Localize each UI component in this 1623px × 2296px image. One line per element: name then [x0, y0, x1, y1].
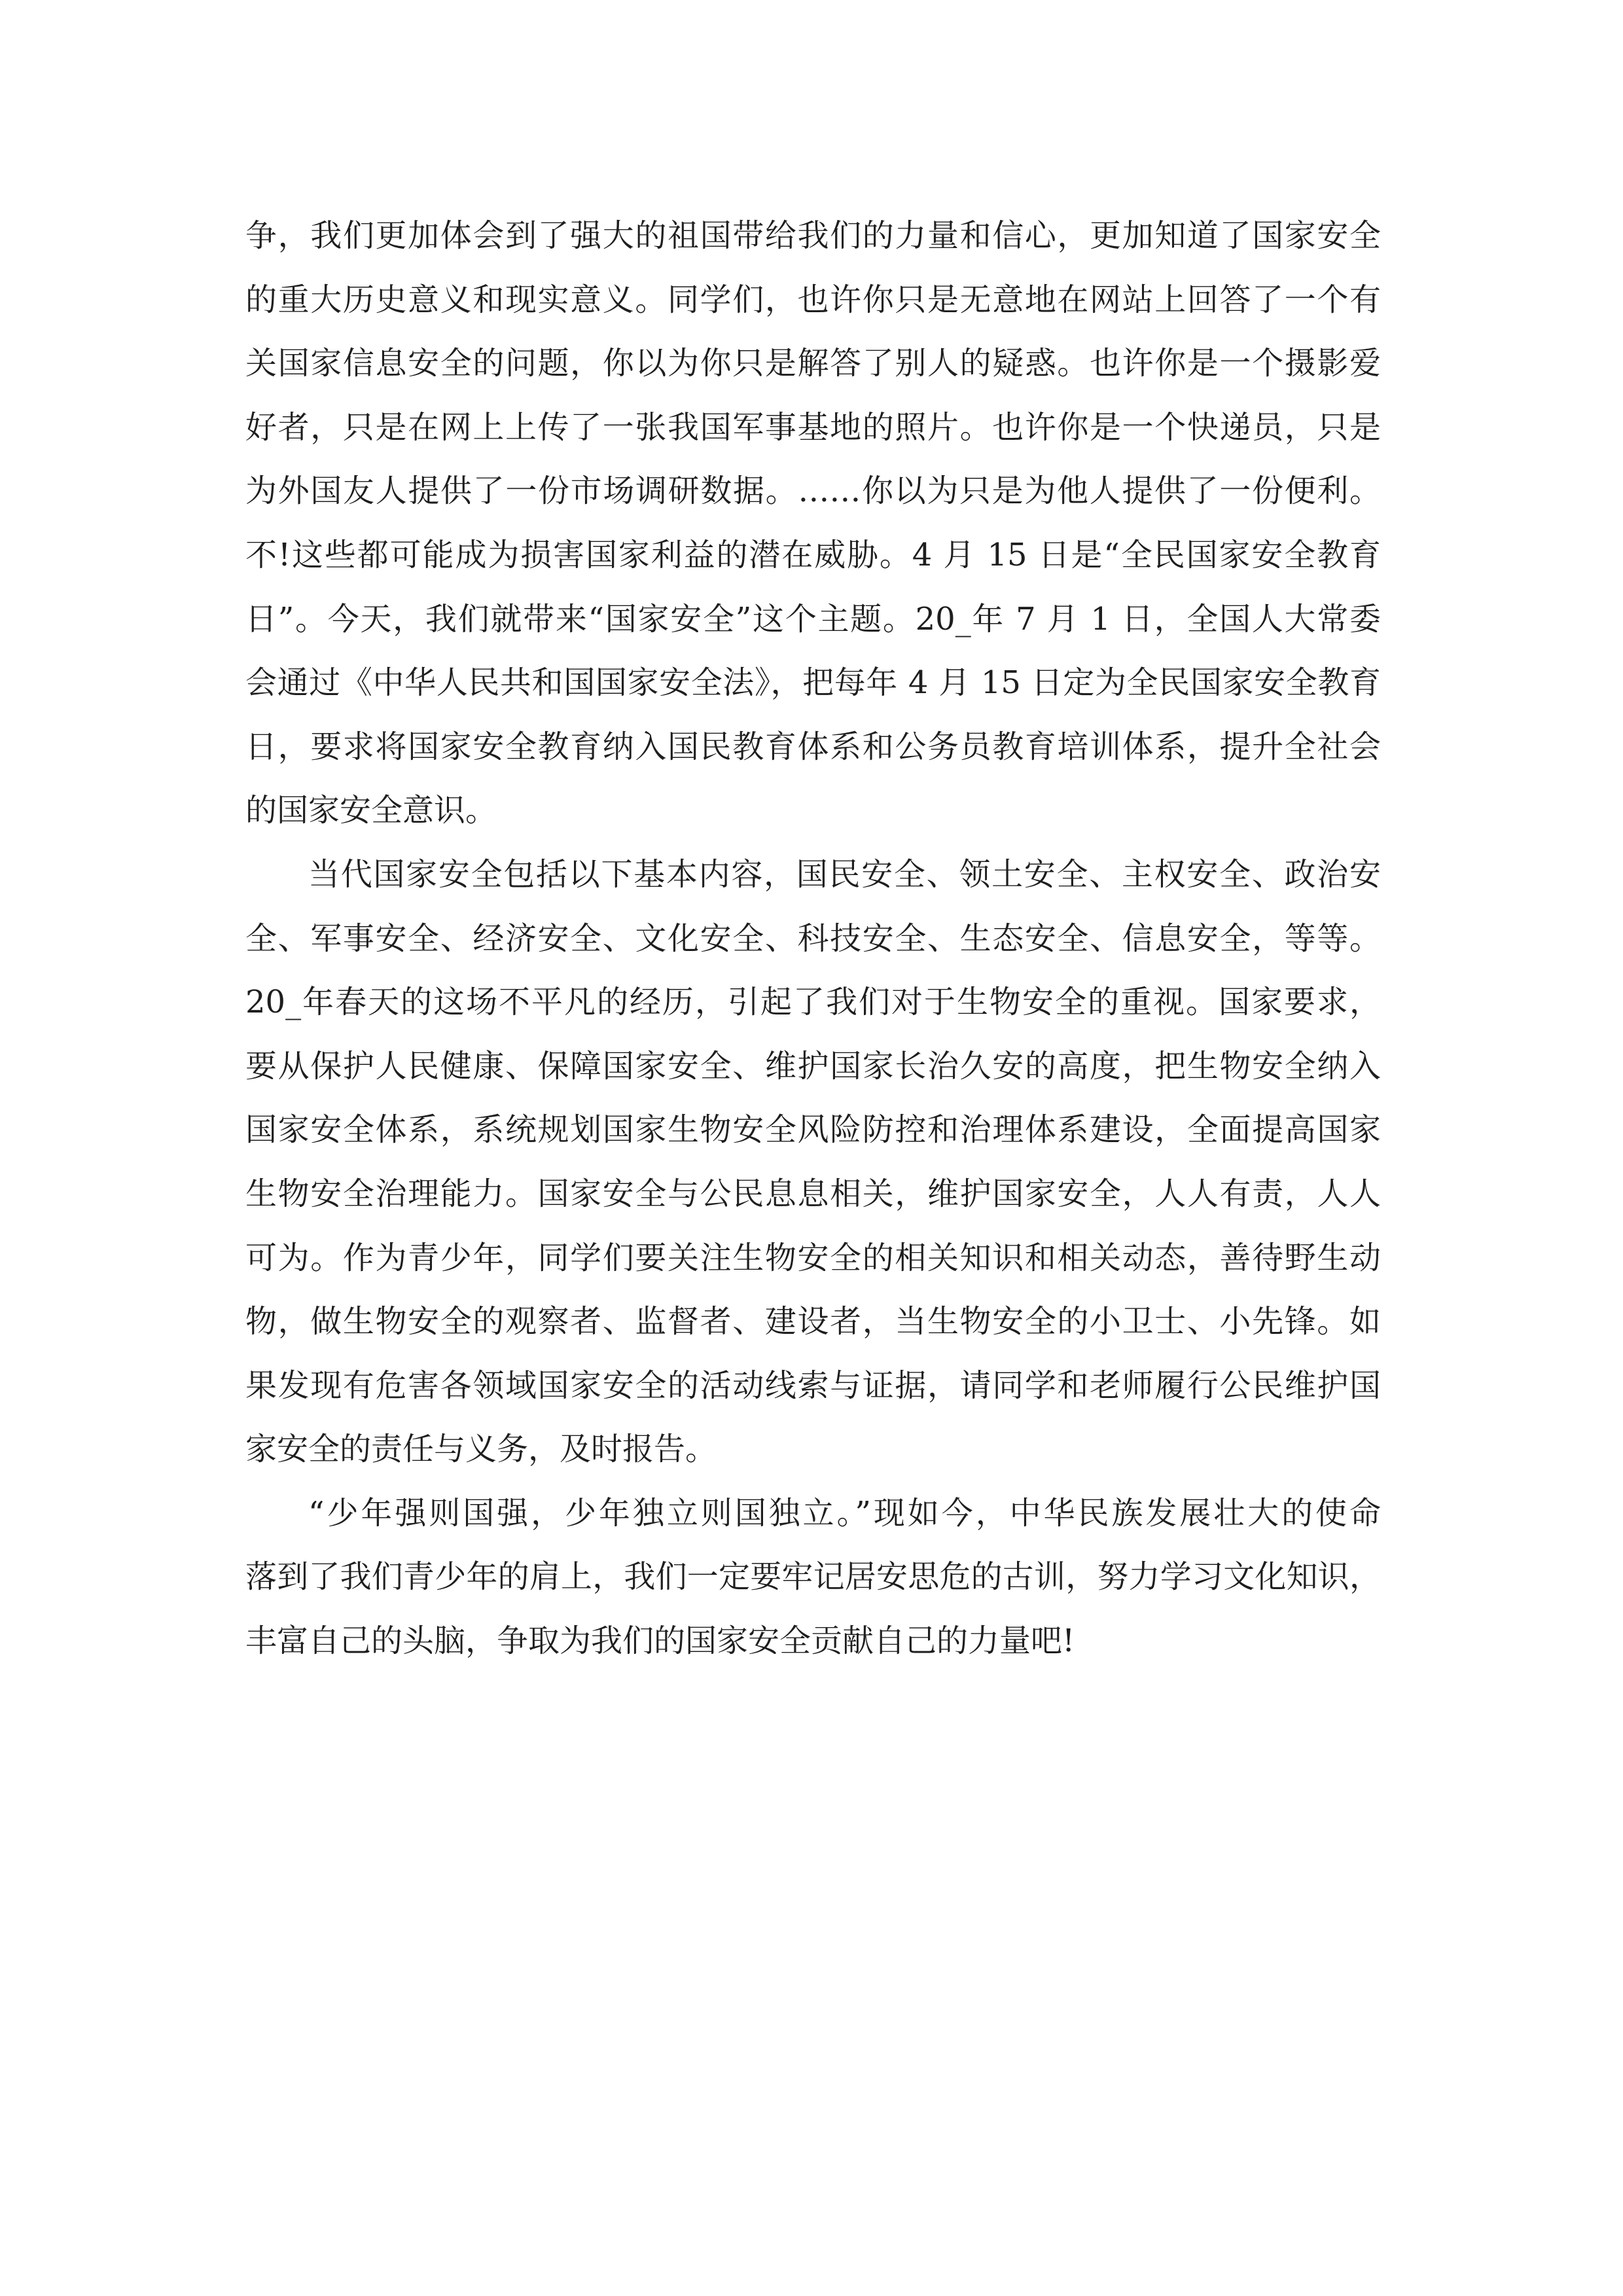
paragraph-1-line-4: 好者，只是在网上上传了一张我国军事基地的照片。也许你是一个快递员，只是 — [245, 408, 1381, 446]
paragraph-1-line-8: 会通过《中华人民共和国国家安全法》，把每年 4 月 15 日定为全民国家安全教育 — [245, 664, 1381, 702]
paragraph-2-line-9: 果发现有危害各领域国家安全的活动线索与证据，请同学和老师履行公民维护国 — [245, 1367, 1381, 1404]
paragraph-3-line-2: 落到了我们青少年的肩上，我们一定要牢记居安思危的古训，努力学习文化知识， — [245, 1558, 1381, 1596]
paragraph-2-line-2: 全、军事安全、经济安全、文化安全、科技安全、生态安全、信息安全，等等。 — [245, 920, 1381, 957]
paragraph-1-line-3: 关国家信息安全的问题，你以为你只是解答了别人的疑惑。也许你是一个摄影爱 — [245, 345, 1381, 382]
paragraph-1-line-2: 的重大历史意义和现实意义。同学们，也许你只是无意地在网站上回答了一个有 — [245, 281, 1381, 318]
paragraph-3-line-1: “少年强则国强，少年独立则国独立。”现如今，中华民族发展壮大的使命 — [308, 1494, 1381, 1532]
paragraph-1-line-10: 的国家安全意识。 — [245, 792, 497, 829]
paragraph-2-line-7: 可为。作为青少年，同学们要关注生物安全的相关知识和相关动态，善待野生动 — [245, 1239, 1381, 1276]
paragraph-2-line-8: 物，做生物安全的观察者、监督者、建设者，当生物安全的小卫士、小先锋。如 — [245, 1303, 1381, 1340]
paragraph-2-line-3: 20_年春天的这场不平凡的经历，引起了我们对于生物安全的重视。国家要求， — [245, 984, 1381, 1021]
paragraph-2-line-5: 国家安全体系，系统规划国家生物安全风险防控和治理体系建设，全面提高国家 — [245, 1111, 1381, 1149]
paragraph-2-line-10: 家安全的责任与义务，及时报告。 — [245, 1431, 717, 1468]
paragraph-1-line-7: 日”。今天，我们就带来“国家安全”这个主题。20_年 7 月 1 日，全国人大常委 — [245, 600, 1381, 637]
document-body — [245, 204, 1381, 1674]
paragraph-1-line-1: 争，我们更加体会到了强大的祖国带给我们的力量和信心，更加知道了国家安全 — [245, 217, 1381, 254]
paragraph-2-line-1: 当代国家安全包括以下基本内容，国民安全、领土安全、主权安全、政治安 — [308, 855, 1381, 893]
paragraph-2-line-6: 生物安全治理能力。国家安全与公民息息相关，维护国家安全，人人有责，人人 — [245, 1175, 1381, 1212]
paragraph-1-line-5: 为外国友人提供了一份市场调研数据。……你以为只是为他人提供了一份便利。 — [245, 473, 1381, 510]
paragraph-2-line-4: 要从保护人民健康、保障国家安全、维护国家长治久安的高度，把生物安全纳入 — [245, 1047, 1381, 1085]
paragraph-3-line-3: 丰富自己的头脑，争取为我们的国家安全贡献自己的力量吧! — [245, 1623, 1075, 1660]
paragraph-1-line-9: 日，要求将国家安全教育纳入国民教育体系和公务员教育培训体系，提升全社会 — [245, 728, 1381, 765]
paragraph-1-line-6: 不!这些都可能成为损害国家利益的潜在威胁。4 月 15 日是“全民国家安全教育 — [245, 536, 1381, 573]
